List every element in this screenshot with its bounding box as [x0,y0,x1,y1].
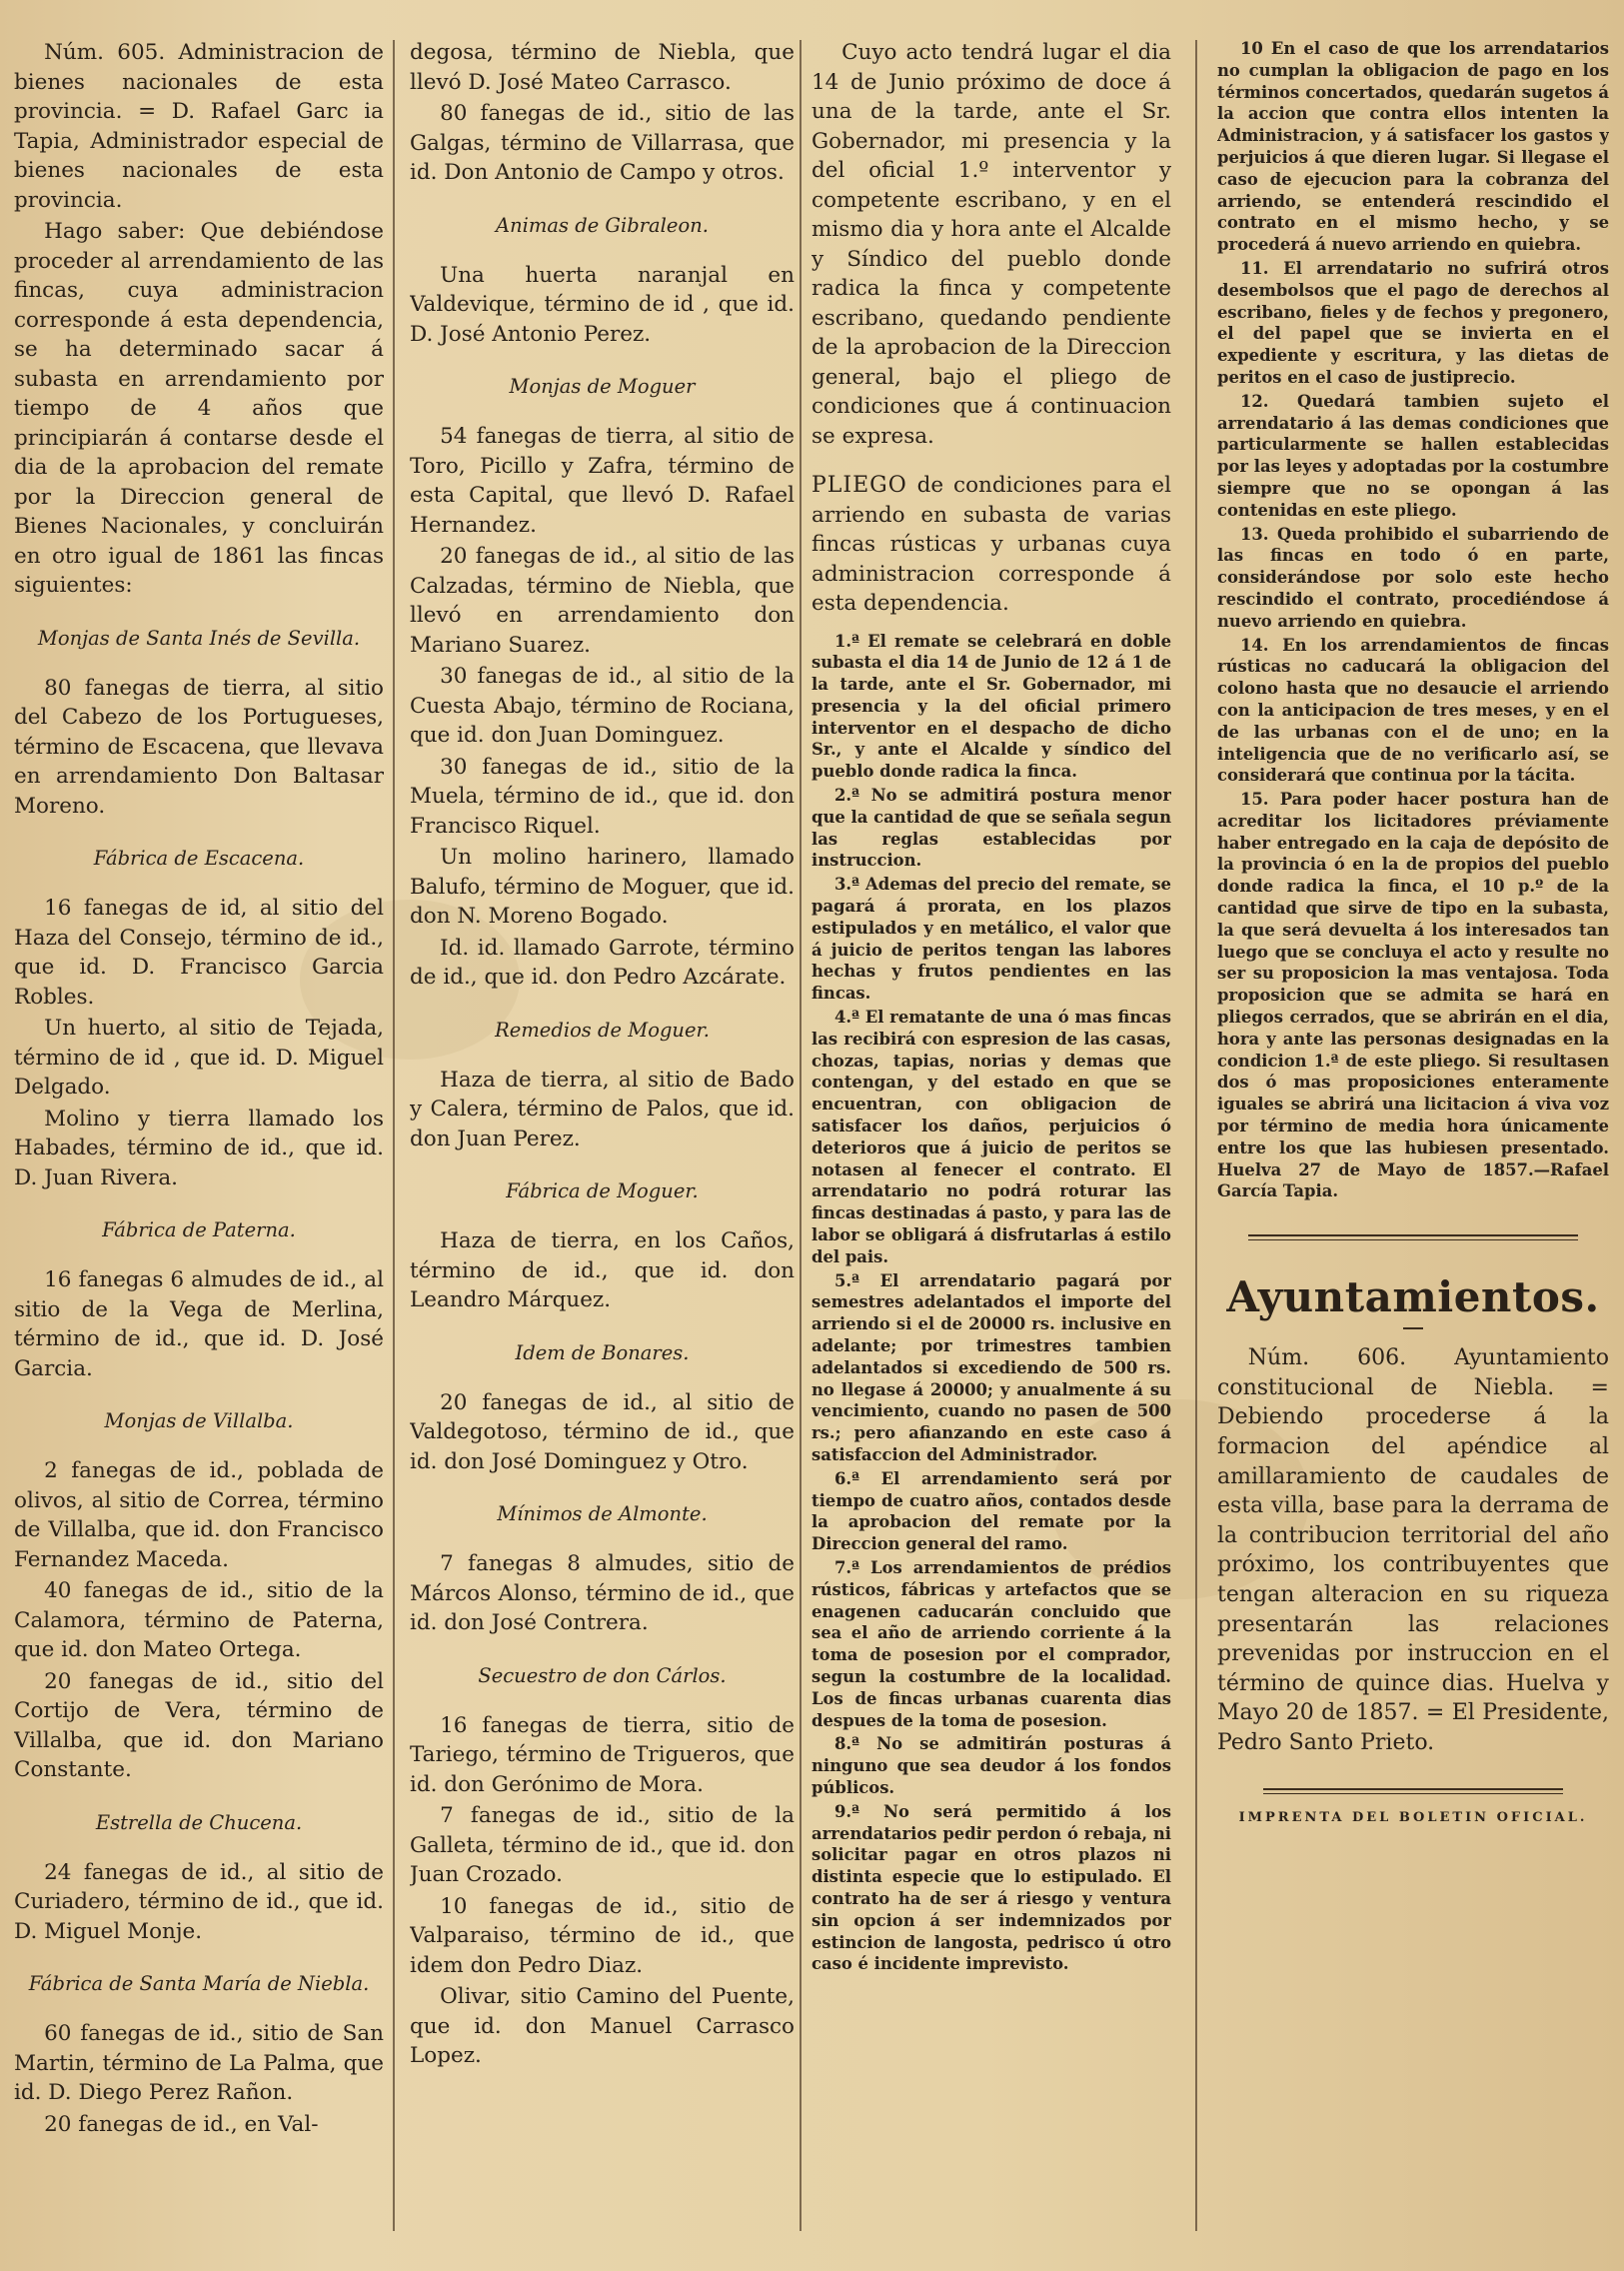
property-entry: 80 fanegas de id., sitio de las Galgas, término de Villarrasa, que id. Don Antonio de Campo y otros. [410,101,795,185]
property-entry: 60 fanegas de id., sitio de San Martin, término de La Palma, que id. D. Diego Perez Rañon. [14,2021,384,2105]
section-heading: Monjas de Villalba. [104,1409,294,1432]
title-dash [1403,1327,1423,1329]
condition-item: 6.ª El arrendamiento será por tiempo de cuatro años, contados desde la aprobacion del remate por la Direccion general del ramo. [812,1468,1171,1554]
property-list [14,627,384,2140]
ayuntamiento-notice: Núm. 606. Ayuntamiento constitucional de Niebla. = Debiendo procederse á la formacion del apéndice al amillaramiento de caudales de esta villa, base para la derrama de la contribucion territorial del año próximo, los contribuyentes que tengan alteracion en su riqueza presentarán las relaciones prevenidas por instruccion en el término de quince dias. Huelva y Mayo 20 de 1857. = El Presidente, Pedro Santo Prieto. [1217,1345,1609,1755]
condition-item: 13. Queda prohibido el subarriendo de las fincas en todo ó en parte, considerándose por solo este hecho rescindido el contrato, procediéndose á nuevo arriendo en quiebra. [1217,524,1609,631]
property-entry: 20 fanegas de id., al sitio de las Calzadas, término de Niebla, que llevó en arrendamiento don Mariano Suarez. [410,544,795,658]
pliego-heading [812,471,1171,619]
section-heading: Fábrica de Paterna. [102,1218,296,1241]
condition-item: 7.ª Los arrendamientos de prédios rústicos, fábricas y artefactos que se enagenen caducarán concluido que sea el año de arriendo corriente á la toma de posesion por el comprador, segun la costumbre de la localidad. Los de fincas urbanas cuarenta dias despues de la toma de posesion. [812,1557,1171,1730]
property-entry: 40 fanegas de id., sitio de la Calamora, término de Paterna, que id. don Mateo Ortega. [14,1578,384,1662]
condition-item: 11. El arrendatario no sufrirá otros desembolsos que el pago de derechos al escribano, fieles y de fechos y pregonero, el del papel que se invierta en el expediente y escritura, y las dietas de peritos en el caso de justiprecio. [1217,258,1609,387]
section-heading: Fábrica de Santa María de Niebla. [28,1972,370,1995]
property-entry: 80 fanegas de tierra, al sitio del Cabezo de los Portugueses, término de Escacena, que llevava en arrendamiento Don Baltasar Moreno. [14,675,384,819]
property-entry: 20 fanegas de id., sitio del Cortijo de Vera, término de Villalba, que id. don Mariano Constante. [14,1668,384,1782]
section-heading: Fábrica de Escacena. [93,847,305,870]
column-2 [410,38,795,2241]
section-heading: Animas de Gibraleon. [496,213,709,237]
section-heading: Monjas de Moguer [509,375,696,398]
auction-date-paragraph: Cuyo acto tendrá lugar el dia 14 de Junio próximo de doce á una de la tarde, ante el Sr. Gobernador, mi presencia y la del oficial 1.º interventor y competente escribano, y en el mismo dia y hora ante el Alcalde y Síndico del pueblo donde radica la finca y competente escribano, quedando pendiente de la aprobacion de la Direccion general, bajo el pliego de condiciones que á continuacion se expresa. [812,40,1171,449]
condition-item: 14. En los arrendamientos de fincas rústicas no caducará la obligacion del colono hasta que no desaucie el arriendo con la anticipacion de tres meses, y en el de las urbanas con el de uno; en la inteligencia que de no verificarlo así, se considerará que continua por la tácita. [1217,635,1609,786]
property-entry: 7 fanegas de id., sitio de la Galleta, término de id., que id. don Juan Crozado. [410,1803,795,1887]
conditions-list [812,631,1171,1976]
column-rule [800,40,802,2231]
property-list [410,38,795,2071]
condition-item: 1.ª El remate se celebrará en doble subasta el dia 14 de Junio de 12 á 1 de la tarde, ante el Sr. Gobernador, mi presencia y la del oficial primero interventor en el despacho de dicho Sr., y ante el Alcalde y síndico del pueblo donde radica la finca. [812,631,1171,782]
condition-item: 12. Quedará tambien sujeto el arrendatario á las demas condiciones que particularmente se hallen establecidas por las leyes y adoptadas por la costumbre siempre que no se opongan á las contenidas en este pliego. [1217,391,1609,520]
property-entry: Una huerta naranjal en Valdevique, término de id , que id. D. José Antonio Perez. [410,262,795,347]
condition-item: 2.ª No se admitirá postura menor que la cantidad de que se señala segun las reglas establecidas por instruccion. [812,786,1171,871]
condition-item: 4.ª El rematante de una ó mas fincas las recibirá con espresion de las casas, chozas, tapias, norias y demas que contengan, y del estado en que se encuentran, con obligacion de satisfacer los daños, perjuicios ó deterioros que á juicio de peritos se notasen al fenecer el contrato. El arrendatario no podrá roturar las fincas destinadas á pasto, y para las de labor se obligará á disfrutarlas á estilo del pais. [812,1008,1171,1266]
section-heading: Estrella de Chucena. [95,1810,303,1834]
property-entry: Molino y tierra llamado los Habades, término de id., que id. D. Juan Rivera. [14,1106,384,1190]
condition-item: 15. Para poder hacer postura han de acreditar los licitadores préviamente haber entregado en la caja de depósito de la provincia ó en la de propios del pueblo donde radica la finca, el 10 p.º de la cantidad que sirve de tipo en la subasta, la que será devuelta á los interesados tan luego que se concluya el acto y resulte no ser su proposicion la mas ventajosa. Toda proposicion que se admita se hará en pliegos cerrados, que se abrirán en el dia, hora y ante las personas designadas en la condicion 1.ª de este pliego. Si resultasen dos ó mas proposiciones enteramente iguales se abrirá una licitacion á viva voz por término de media hora únicamente entre los que las hubiesen presentado. Huelva 27 de Mayo de 1857.—Rafael García Tapia. [1217,790,1609,1201]
property-entry: Un huerto, al sitio de Tejada, término de id , que id. D. Miguel Delgado. [14,1016,384,1100]
condition-item: 5.ª El arrendatario pagará por semestres adelantados el importe del arriendo si el de 20000 rs. inclusive en adelante; por trimestres tambien adelantados si excediendo de 500 rs. no llegase á 20000; y anualmente á su vencimiento, cuando no pasen de 500 rs.; pero afianzando en este caso á satisfaccion del Administrador. [812,1270,1171,1464]
section-heading: Monjas de Santa Inés de Sevilla. [37,626,361,650]
pliego-rest: de condiciones para el arriendo en subasta de varias fincas rústicas y urbanas cuya administracion corresponde á esta dependencia. [812,473,1171,616]
section-divider [1248,1232,1578,1242]
property-entry: 54 fanegas de tierra, al sitio de Toro, Picillo y Zafra, término de esta Capital, que llevó D. Rafael Hernandez. [410,424,795,538]
property-entry: 20 fanegas de id., en Val- [44,2111,319,2137]
property-entry: 10 fanegas de id., sitio de Valparaiso, término de id., que idem don Pedro Diaz. [410,1893,795,1978]
property-entry: Un molino harinero, llamado Balufo, término de Moguer, que id. don N. Moreno Bogado. [410,845,795,929]
property-entry: 2 fanegas de id., poblada de olivos, al sitio de Correa, término de Villalba, que id. don Francisco Fernandez Maceda. [14,1458,384,1572]
property-entry: 16 fanegas de tierra, sitio de Tariego, término de Trigueros, que id. don Gerónimo de Mora. [410,1712,795,1797]
property-entry: 30 fanegas de id., al sitio de la Cuesta Abajo, término de Rociana, que id. don Juan Dominguez. [410,664,795,748]
property-entry: 24 fanegas de id., al sitio de Curiadero, término de id., que id. D. Miguel Monje. [14,1859,384,1944]
property-entry: Haza de tierra, al sitio de Bado y Calera, término de Palos, que id. don Juan Perez. [410,1067,795,1151]
section-heading: Mínimos de Almonte. [497,1502,708,1525]
property-entry: 7 fanegas 8 almudes, sitio de Márcos Alonso, término de id., que id. don José Contrera. [410,1551,795,1635]
section-heading: Remedios de Moguer. [495,1018,710,1042]
section-heading: Fábrica de Moguer. [506,1179,699,1202]
announcement-header: Núm. 605. Administracion de bienes nacionales de esta provincia. = D. Rafael Garc ia Tapia, Administrador especial de bienes nacionales de esta provincia. [14,40,384,213]
property-entry: degosa, término de Niebla, que llevó D. José Mateo Carrasco. [410,40,795,95]
column-rule [393,40,395,2231]
pliego-lead: PLIEGO [812,473,907,498]
column-rule [1195,40,1197,2231]
property-entry: 16 fanegas 6 almudes de id., al sitio de la Vega de Merlina, término de id., que id. D. José Garcia. [14,1267,384,1381]
column-4 [1217,38,1609,2241]
condition-item: 9.ª No será permitido á los arrendatarios pedir perdon ó rebaja, ni solicitar pagar en otros plazos ni distinta especie que lo estipulado. El contrato ha de ser á riesgo y ventura sin opcion á ser indemnizados por estincion de langosta, pedrisco ú otro caso é incidente imprevisto. [812,1801,1171,1974]
column-1 [14,38,384,2241]
property-entry: Id. id. llamado Garrote, término de id., que id. don Pedro Azcárate. [410,935,795,990]
property-entry: 30 fanegas de id., sitio de la Muela, término de id., que id. don Francisco Riquel. [410,754,795,839]
imprint: IMPRENTA DEL BOLETIN OFICIAL. [1238,1809,1588,1825]
section-heading: Secuestro de don Cárlos. [478,1663,727,1687]
footer-divider [1263,1786,1563,1796]
property-entry: Haza de tierra, en los Caños, término de id., que id. don Leandro Márquez. [410,1228,795,1312]
condition-item: 3.ª Ademas del precio del remate, se pagará á prorata, en los plazos estipulados y en metálico, el valor que á juicio de peritos tengan las labores hechas y frutos pendientes en las fincas. [812,875,1171,1004]
property-entry: Olivar, sitio Camino del Puente, que id. don Manuel Carrasco Lopez. [410,1984,795,2068]
property-entry: 20 fanegas de id., al sitio de Valdegotoso, término de id., que id. don José Dominguez y Otro. [410,1389,795,1474]
property-entry: 16 fanegas de id, al sitio del Haza del Consejo, término de id., que id. D. Francisco Garcia Robles. [14,896,384,1010]
section-heading: Idem de Bonares. [515,1340,690,1364]
section-title: Ayuntamientos. [1226,1272,1600,1322]
condition-item: 10 En el caso de que los arrendatarios no cumplan la obligacion de pago en los términos concertados, quedarán sugetos á la accion que contra ellos intenten la Administracion, y á satisfacer los gastos y perjuicios á que dieren lugar. Si llegase el caso de ejecucion para la cobranza del arriendo, se entenderá rescindido el contrato en el mismo hecho, y se procederá á nuevo arriendo en quiebra. [1217,39,1609,255]
conditions-list [1217,38,1609,1202]
announcement-body: Hago saber: Que debiéndose proceder al arrendamiento de las fincas, cuya administracion corresponde á esta dependencia, se ha determinado sacar á subasta en arrendamiento por tiempo de 4 años que principiarán á contarse desde el dia de la aprobacion del remate por la Direccion general de Bienes Nacionales, y concluirán en otro igual de 1861 las fincas siguientes: [14,219,384,598]
condition-item: 8.ª No se admitirán posturas á ninguno que sea deudor á los fondos públicos. [812,1734,1171,1797]
column-3 [812,38,1171,2241]
